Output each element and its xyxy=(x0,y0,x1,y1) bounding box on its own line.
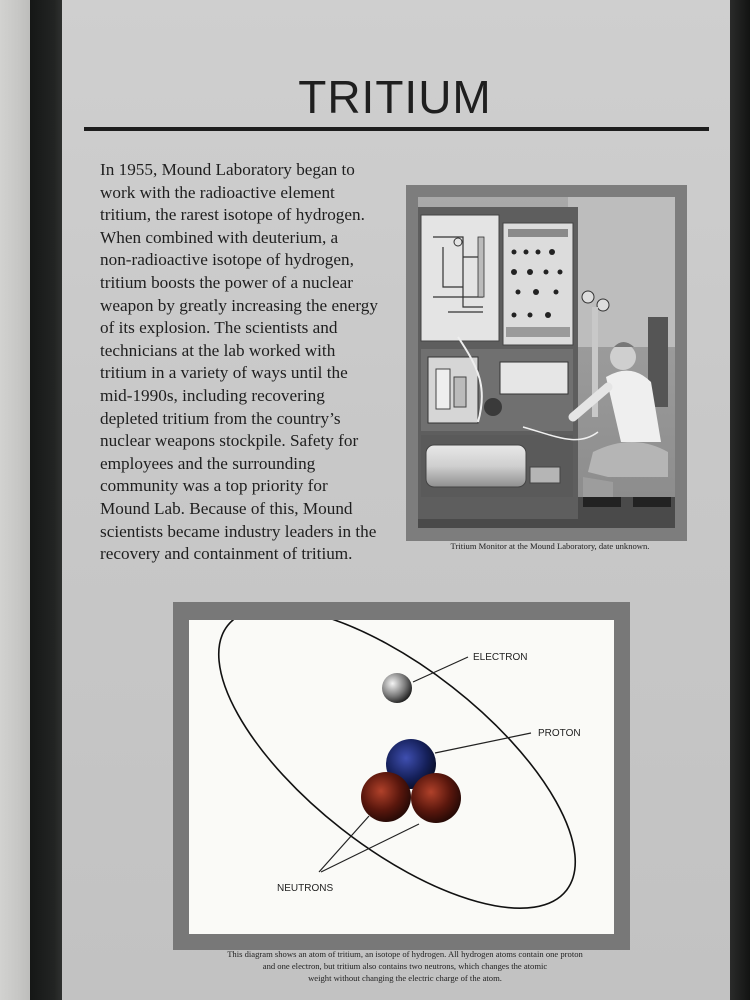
body-line: depleted tritium from the country’s xyxy=(100,408,341,428)
page-title: TRITIUM xyxy=(298,71,492,123)
caption-line: and one electron, but tritium also contains two neutrons, which changes the atomic xyxy=(262,961,548,971)
body-line: tritium in a variety of ways until the xyxy=(100,363,348,383)
body-line: employees and the surrounding xyxy=(100,453,316,473)
body-line: technicians at the lab worked with xyxy=(100,340,336,360)
caption-line: weight without changing the electric charge of the atom. xyxy=(308,973,502,983)
adjacent-panel xyxy=(0,0,30,1000)
electron-label: ELECTRON xyxy=(473,652,528,663)
proton-label: PROTON xyxy=(538,728,581,739)
body-line: scientists became industry leaders in the xyxy=(100,521,377,541)
caption-line: This diagram shows an atom of tritium, an isotope of hydrogen. All hydrogen atoms contain one proton xyxy=(227,949,583,959)
right-frame xyxy=(730,0,750,1000)
body-line: nuclear weapons stockpile. Safety for xyxy=(100,431,359,451)
photo-illustration xyxy=(418,197,675,528)
body-line: tritium, the rarest isotope of hydrogen. xyxy=(100,205,365,225)
photo-caption: Tritium Monitor at the Mound Laboratory, date unknown. xyxy=(450,541,650,551)
neutron-right xyxy=(411,773,461,823)
electron xyxy=(382,673,412,703)
proton-leader xyxy=(435,733,531,753)
body-line: mid-1990s, including recovering xyxy=(100,385,325,405)
panel-edge-shadow xyxy=(30,0,65,1000)
neutrons-leader-b xyxy=(321,824,419,872)
body-line: of its explosion. The scientists and xyxy=(100,318,338,338)
body-line: recovery and containment of tritium. xyxy=(100,544,353,564)
diagram-caption xyxy=(185,948,625,984)
atom-svg xyxy=(189,620,614,934)
neutron-left xyxy=(361,772,411,822)
body-line: tritium boosts the power of a nuclear xyxy=(100,272,353,292)
body-line: non-radioactive isotope of hydrogen, xyxy=(100,250,354,270)
body-line: In 1955, Mound Laboratory began to xyxy=(100,160,355,179)
neutrons-label: NEUTRONS xyxy=(277,883,334,894)
title-divider xyxy=(84,127,709,131)
tritium-monitor-photo xyxy=(418,197,675,528)
body-line: work with the radioactive element xyxy=(100,182,335,202)
body-line: weapon by greatly increasing the energy xyxy=(100,295,378,315)
tritium-atom-diagram xyxy=(189,620,614,934)
body-text xyxy=(100,159,400,566)
body-line: community was a top priority for xyxy=(100,476,328,496)
body-line: Mound Lab. Because of this, Mound xyxy=(100,498,353,518)
body-line: When combined with deuterium, a xyxy=(100,227,339,247)
